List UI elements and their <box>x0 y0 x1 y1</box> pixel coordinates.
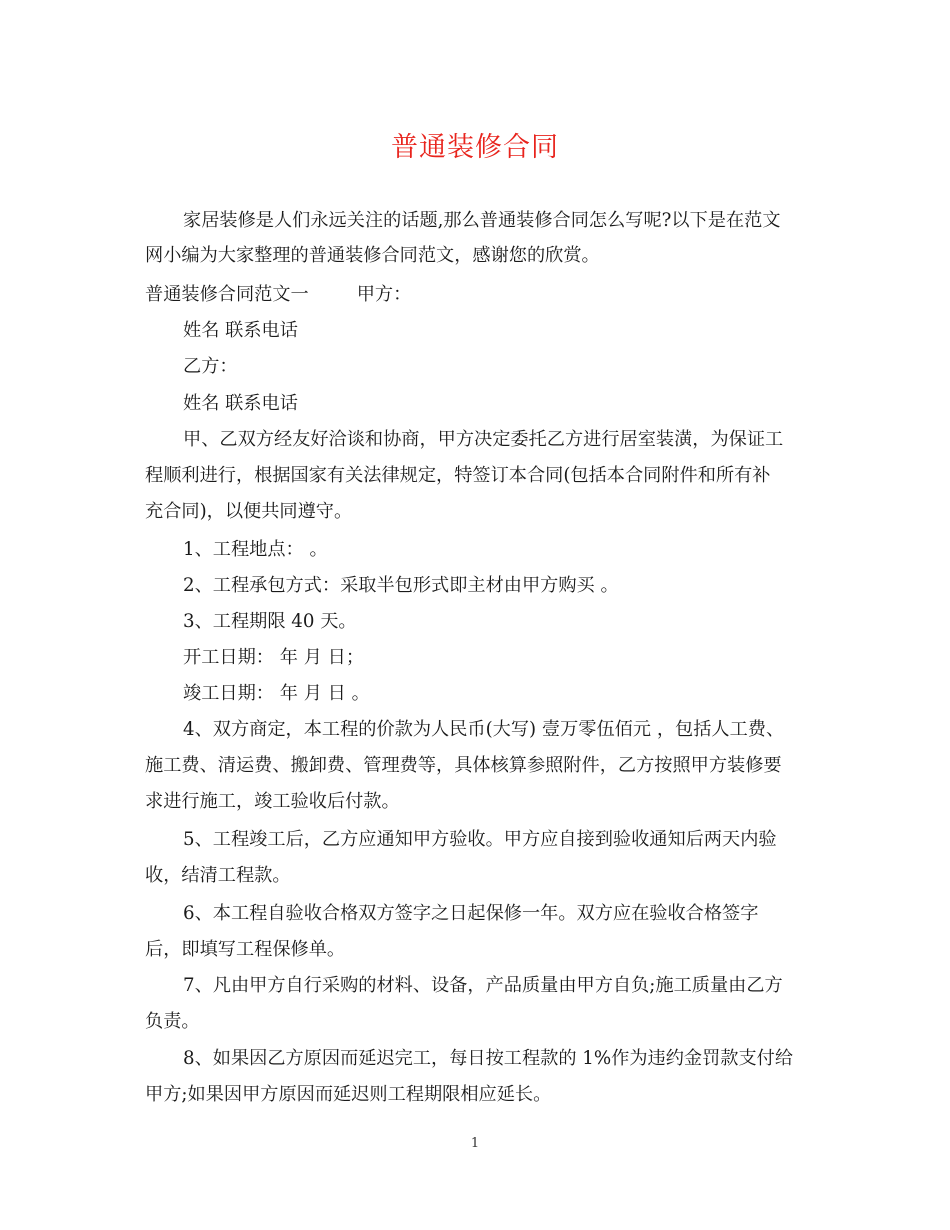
preamble-line-3: 充合同)，以便共同遵守。 <box>145 501 353 522</box>
clause-5-line-1: 5、工程竣工后，乙方应通知甲方验收。甲方应自接到验收通知后两天内验 <box>183 829 777 850</box>
document-title: 普通装修合同 <box>391 132 559 163</box>
preamble-line-1: 甲、乙双方经友好洽谈和协商，甲方决定委托乙方进行居室装潢，为保证工 <box>183 429 784 450</box>
clause-5-line-2: 收，结清工程款。 <box>145 865 291 886</box>
intro-line-2: 网小编为大家整理的普通装修合同范文，感谢您的欣赏。 <box>145 245 600 266</box>
start-date: 开工日期： 年 月 日； <box>183 647 365 668</box>
party-a-fields: 姓名 联系电话 <box>183 320 298 341</box>
clause-1-location: 1、工程地点： 。 <box>183 539 328 560</box>
clause-8-line-1: 8、如果因乙方原因而延迟完工，每日按工程款的 1%作为违约金罚款支付给 <box>183 1048 794 1069</box>
sample-heading-row <box>145 282 411 308</box>
clause-8-line-2: 甲方;如果因甲方原因而延迟则工程期限相应延长。 <box>145 1084 552 1105</box>
clause-4-line-1: 4、双方商定，本工程的价款为人民币(大写) 壹万零伍佰元 ，包括人工费、 <box>183 719 785 740</box>
completion-date: 竣工日期： 年 月 日 。 <box>183 683 370 704</box>
clause-3-duration: 3、工程期限 40 天。 <box>183 611 357 632</box>
page-number: 1 <box>470 1136 480 1151</box>
party-b-label: 乙方： <box>183 356 238 377</box>
clause-4-line-2: 施工费、清运费、搬卸费、管理费等，具体核算参照附件，乙方按照甲方装修要 <box>145 755 782 776</box>
party-a-label: 甲方： <box>356 284 412 305</box>
sample-heading: 普通装修合同范文一 <box>145 284 309 305</box>
intro-line-1: 家居装修是人们永远关注的话题,那么普通装修合同怎么写呢?以下是在范文 <box>183 210 781 231</box>
preamble-line-2: 程顺利进行，根据国家有关法律规定，特签订本合同(包括本合同附件和所有补 <box>145 465 771 486</box>
party-b-fields: 姓名 联系电话 <box>183 393 298 414</box>
clause-7-line-2: 负责。 <box>145 1011 200 1032</box>
clause-4-line-3: 求进行施工，竣工验收后付款。 <box>145 791 400 812</box>
clause-6-line-2: 后，即填写工程保修单。 <box>145 939 346 960</box>
clause-6-line-1: 6、本工程自验收合格双方签字之日起保修一年。双方应在验收合格签字 <box>183 903 759 924</box>
clause-2-contract-method: 2、工程承包方式：采取半包形式即主材由甲方购买 。 <box>183 575 619 596</box>
clause-7-line-1: 7、凡由甲方自行采购的材料、设备，产品质量由甲方自负;施工质量由乙方 <box>183 975 783 996</box>
